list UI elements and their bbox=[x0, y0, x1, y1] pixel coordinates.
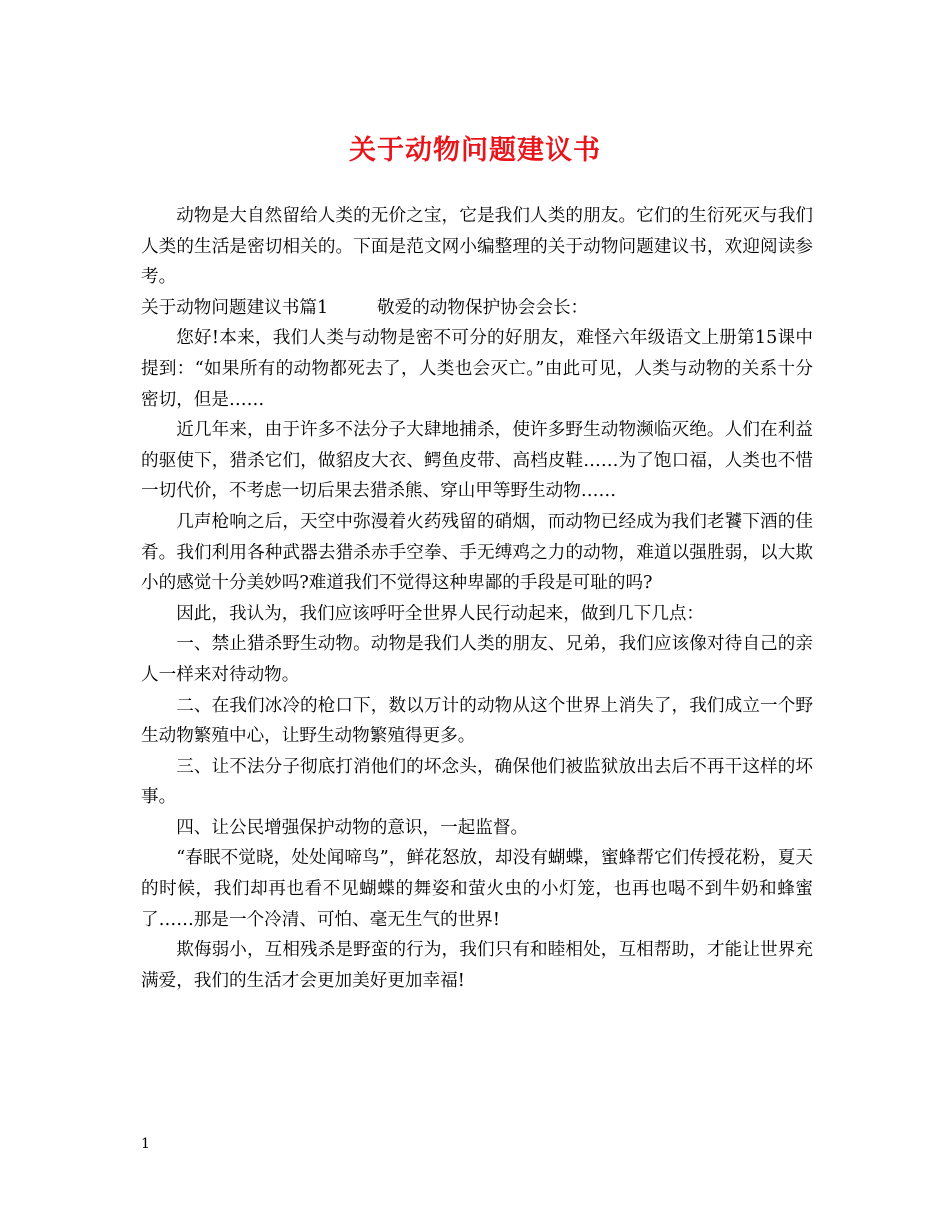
page-number: 1 bbox=[141, 1136, 150, 1152]
body-paragraph: 因此，我认为，我们应该呼吁全世界人民行动起来，做到几下几点： bbox=[176, 603, 705, 624]
body-paragraph: 几声枪响之后，天空中弥漫着火药残留的硝烟，而动物已经成为我们老饕下酒的佳肴。我们利用各种武器去猎杀赤手空拳、手无缚鸡之力的动物，难道以强胜弱，以大欺小的感觉十分美妙吗?难道我们不觉得这种卑鄙的手段是可耻的吗? bbox=[141, 511, 813, 594]
section-heading-row bbox=[141, 293, 813, 324]
intro-paragraph: 动物是大自然留给人类的无价之宝，它是我们人类的朋友。它们的生衍死灭与我们人类的生活是密切相关的。下面是范文网小编整理的关于动物问题建议书，欢迎阅读参考。 bbox=[141, 206, 813, 288]
salutation: 敬爱的动物保护协会会长： bbox=[377, 297, 589, 318]
document-title: 关于动物问题建议书 bbox=[349, 135, 601, 166]
body-paragraph: “春眠不觉晓，处处闻啼鸟”，鲜花怒放，却没有蝴蝶，蜜蜂帮它们传授花粉，夏天的时候，我们却再也看不见蝴蝶的舞姿和萤火虫的小灯笼，也再也喝不到牛奶和蜂蜜了……那是一个冷清、可怕、毫无生气的世界! bbox=[141, 848, 813, 930]
body-paragraph: 二、在我们冰冷的枪口下，数以万计的动物从这个世界上消失了，我们成立一个野生动物繁殖中心，让野生动物繁殖得更多。 bbox=[141, 695, 813, 747]
section-heading: 关于动物问题建议书篇1 bbox=[141, 297, 329, 318]
body-paragraph: 您好!本来，我们人类与动物是密不可分的好朋友，难怪六年级语文上册第15课中提到：“如果所有的动物都死去了，人类也会灭亡。”由此可见，人类与动物的关系十分密切，但是…… bbox=[141, 328, 813, 410]
body-paragraph: 一、禁止猎杀野生动物。动物是我们人类的朋友、兄弟，我们应该像对待自己的亲人一样来对待动物。 bbox=[141, 634, 813, 685]
body-paragraph: 欺侮弱小，互相残杀是野蛮的行为，我们只有和睦相处，互相帮助，才能让世界充满爱，我们的生活才会更加美好更加幸福! bbox=[141, 940, 813, 991]
body-paragraph: 四、让公民增强保护动物的意识，一起监督。 bbox=[176, 817, 529, 838]
body-paragraph: 近几年来，由于许多不法分子大肆地捕杀，使许多野生动物濒临灭绝。人们在利益的驱使下，猎杀它们，做貂皮大衣、鳄鱼皮带、高档皮鞋……为了饱口福，人类也不惜一切代价，不考虑一切后果去猎杀熊、穿山甲等野生动物…… bbox=[141, 420, 813, 502]
document-body bbox=[141, 201, 813, 996]
body-paragraph: 三、让不法分子彻底打消他们的坏念头，确保他们被监狱放出去后不再干这样的坏事。 bbox=[141, 756, 813, 808]
